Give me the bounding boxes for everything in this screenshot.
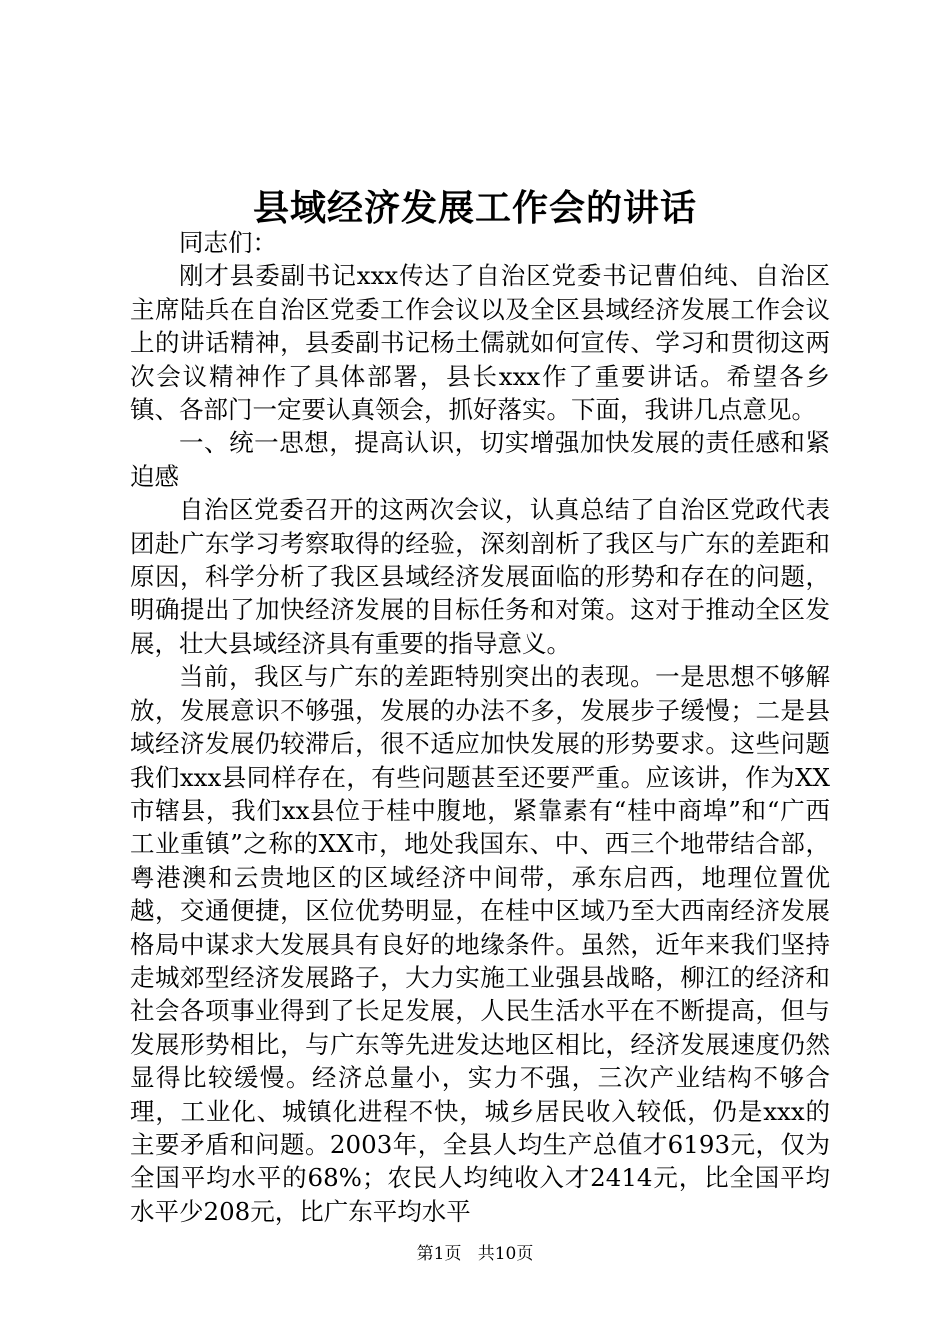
page-separator xyxy=(467,1244,472,1264)
paragraph: 当前，我区与广东的差距特别突出的表现。一是思想不够解放，发展意识不够强，发展的办法不多，发展步子缓慢；二是县域经济发展仍较滞后，很不适应加快发展的形势要求。这些问题我们xxx县同样存在，有些问题甚至还要严重。应该讲，作为XX市辖县，我们xx县位于桂中腹地，紧靠素有“桂中商埠”和“广西工业重镇”之称的XX市，地处我国东、中、西三个地带结合部，粤港澳和云贵地区的区域经济中间带，承东启西，地理位置优越，交通便捷，区位优势明显，在桂中区域乃至大西南经济发展格局中谋求大发展具有良好的地缘条件。虽然，近年来我们坚持走城郊型经济发展路子，大力实施工业强县战略，柳江的经济和社会各项事业得到了长足发展，人民生活水平在不断提高，但与发展形势相比，与广东等先进发达地区相比，经济发展速度仍然显得比较缓慢。经济总量小，实力不强，三次产业结构不够合理，工业化、城镇化进程不快，城乡居民收入较低，仍是xxx的主要矛盾和问题。2003年，全县人均生产总值才6193元，仅为全国平均水平的68%；农民人均纯收入才2414元，比全国平均水平少208元，比广东平均水平 xyxy=(130,662,830,1226)
document-title: 县域经济发展工作会的讲话 xyxy=(252,187,697,229)
paragraph: 自治区党委召开的这两次会议，认真总结了自治区党政代表团赴广东学习考察取得的经验，深刻剖析了我区与广东的差距和原因，科学分析了我区县域经济发展面临的形势和存在的问题，明确提出了加快经济发展的目标任务和对策。这对于推动全区发展，壮大县域经济具有重要的指导意义。 xyxy=(130,495,830,658)
page-footer xyxy=(0,1242,950,1266)
page-total: 共10页 xyxy=(477,1244,534,1264)
section-heading: 一、统一思想，提高认识，切实增强加快发展的责任感和紧迫感 xyxy=(130,428,830,491)
paragraph: 刚才县委副书记xxx传达了自治区党委书记曹伯纯、自治区主席陆兵在自治区党委工作会议以及全区县域经济发展工作会议上的讲话精神，县委副书记杨土儒就如何宣传、学习和贯彻这两次会议精神作了具体部署，县长xxx作了重要讲话。希望各乡镇、各部门一定要认真领会，抓好落实。下面，我讲几点意见。 xyxy=(130,261,830,425)
page-number: 第1页 xyxy=(416,1244,462,1264)
document-body xyxy=(130,226,830,1228)
salutation: 同志们： xyxy=(179,228,277,257)
